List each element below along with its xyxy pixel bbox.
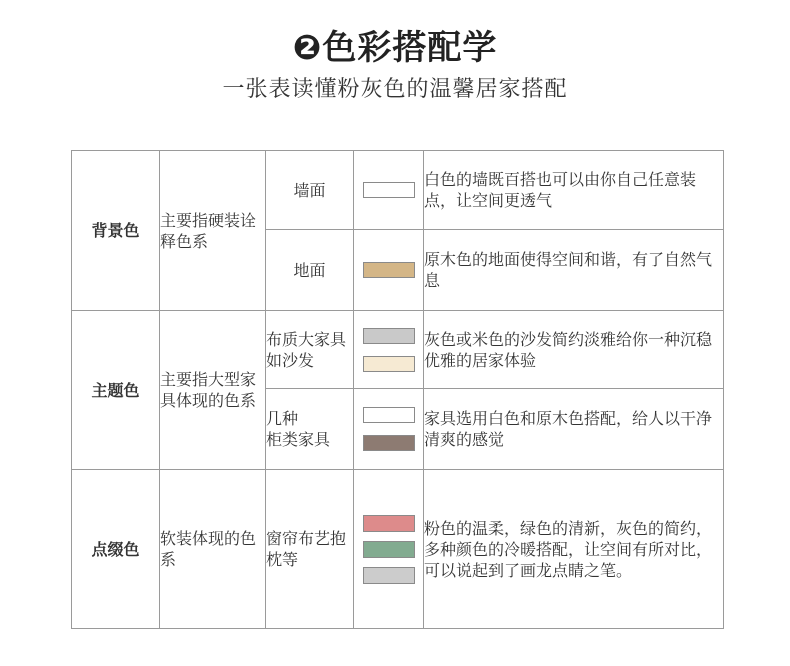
color-swatch (363, 328, 415, 344)
page-title: ❷色彩搭配学 (292, 28, 498, 68)
category-description: 软装体现的色系 (160, 470, 266, 629)
color-swatch (363, 407, 415, 423)
color-palette-table (71, 150, 724, 629)
color-swatch (363, 541, 415, 558)
item-label: 布质大家具如沙发 (266, 311, 354, 389)
category-cell: 背景色 (72, 151, 160, 311)
swatch-cell (354, 470, 424, 629)
color-swatch (363, 515, 415, 532)
color-swatch (363, 567, 415, 584)
table-row (72, 470, 724, 629)
color-swatch (363, 435, 415, 451)
category-cell: 点缀色 (72, 470, 160, 629)
color-swatch (363, 356, 415, 372)
item-label: 墙面 (266, 151, 354, 230)
swatch-cell (354, 151, 424, 230)
color-swatch (363, 262, 415, 278)
item-note: 白色的墙既百搭也可以由你自己任意装点，让空间更透气 (424, 151, 724, 230)
category-cell: 主题色 (72, 311, 160, 470)
swatch-cell (354, 311, 424, 389)
swatch-cell (354, 230, 424, 311)
item-note: 粉色的温柔，绿色的清新，灰色的简约，多种颜色的冷暖搭配，让空间有所对比，可以说起到了画龙点睛之笔。 (424, 470, 724, 629)
item-note: 灰色或米色的沙发简约淡雅给你一种沉稳优雅的居家体验 (424, 311, 724, 389)
category-description: 主要指硬装诠释色系 (160, 151, 266, 311)
color-swatch (363, 182, 415, 198)
swatch-cell (354, 389, 424, 470)
table-row (72, 151, 724, 230)
item-label: 几种 柜类家具 (266, 389, 354, 470)
item-note: 家具选用白色和原木色搭配，给人以干净清爽的感觉 (424, 389, 724, 470)
table-row (72, 311, 724, 389)
item-note: 原木色的地面使得空间和谐，有了自然气息 (424, 230, 724, 311)
item-label: 窗帘布艺抱枕等 (266, 470, 354, 629)
category-description: 主要指大型家具体现的色系 (160, 311, 266, 470)
item-label: 地面 (266, 230, 354, 311)
page-subtitle: 一张表读懂粉灰色的温馨居家搭配 (222, 77, 568, 102)
